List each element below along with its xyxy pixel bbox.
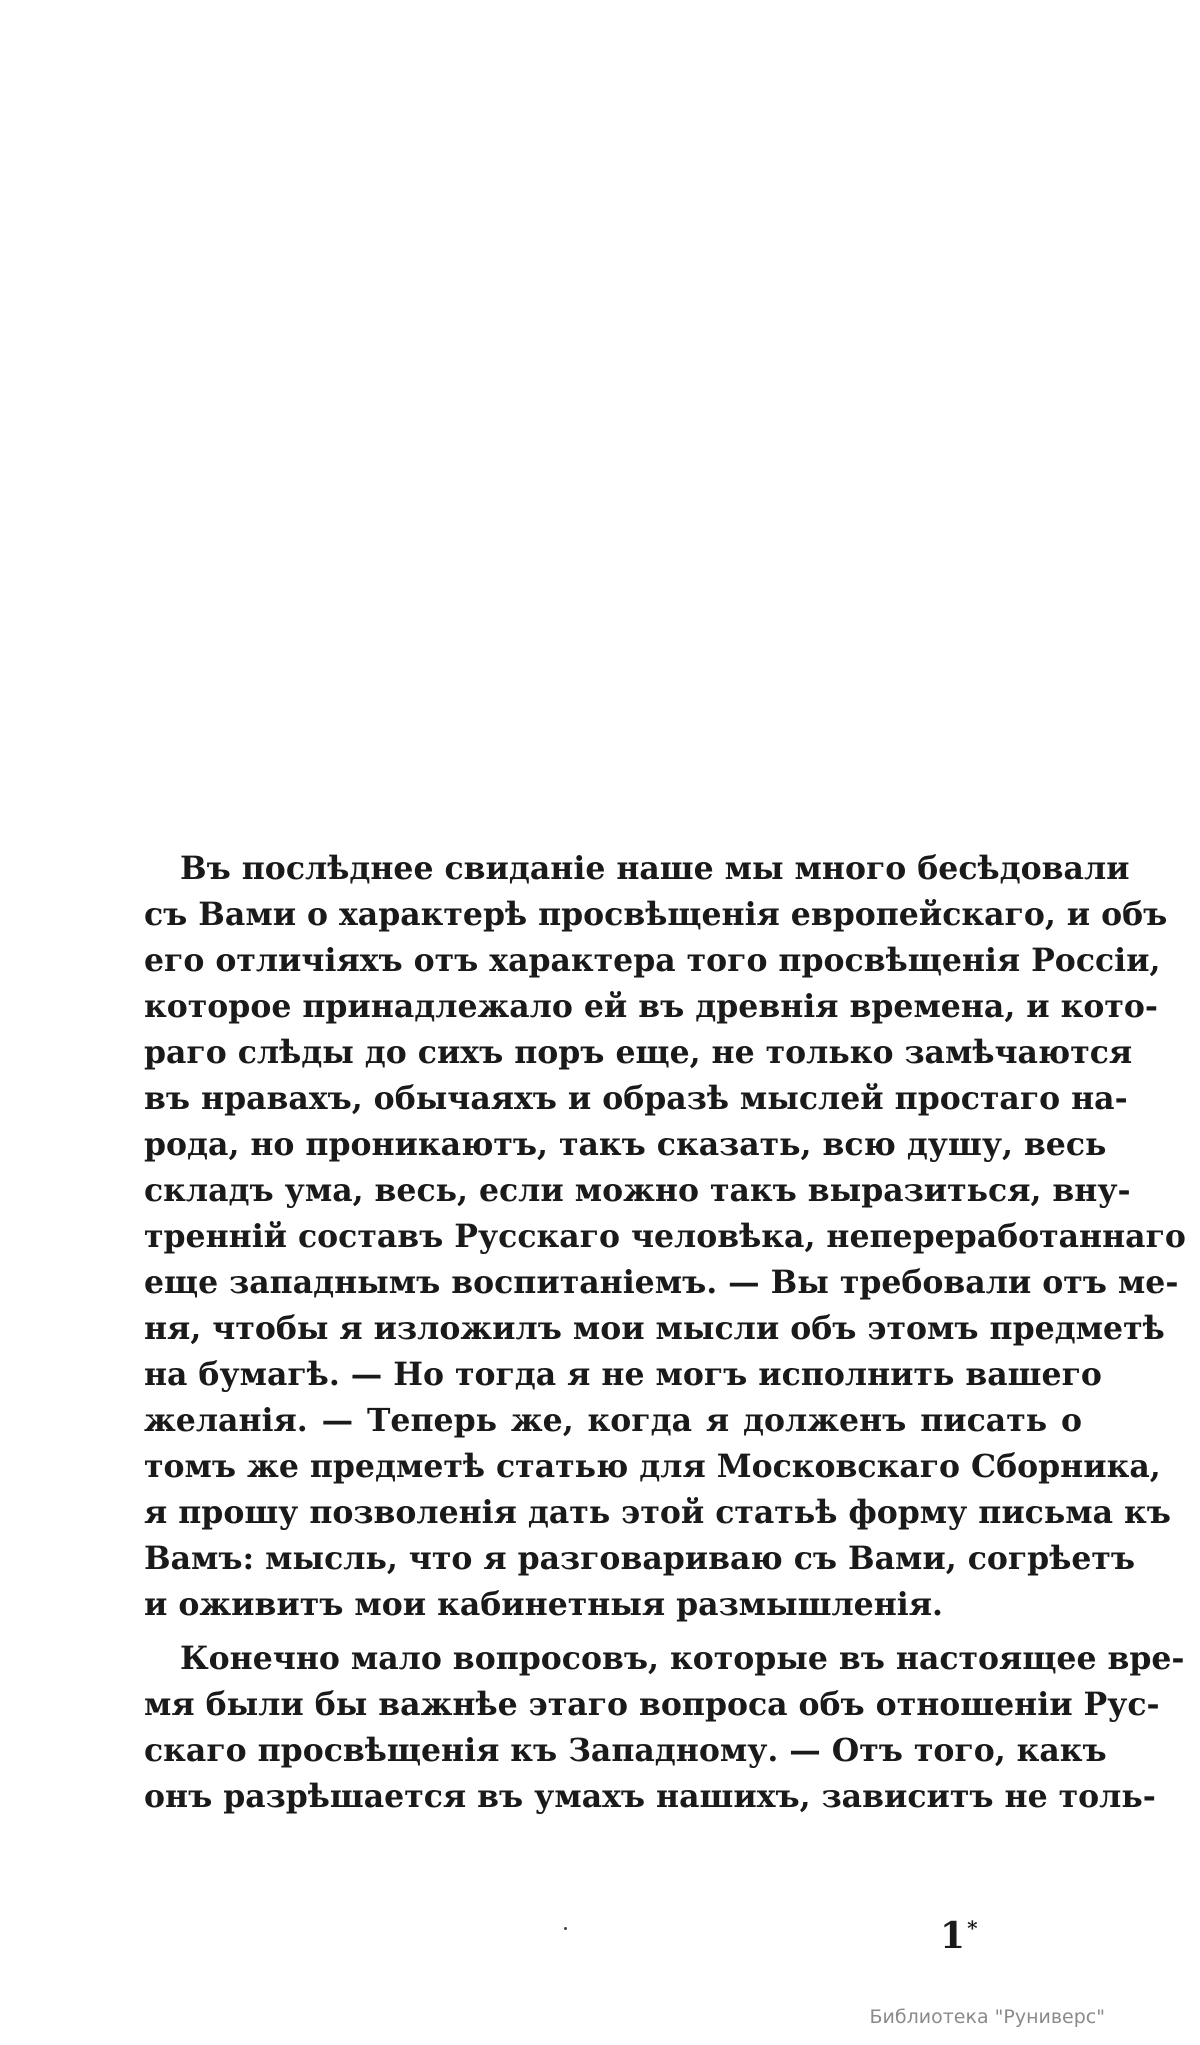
text-line: я прошу позволенія дать этой статьѣ форму письма къ [144,1494,1171,1531]
body-text [144,846,1186,1820]
text-line: которое принадлежало ей въ древнія времена, и кото- [144,988,1158,1025]
text-line: съ Вами о характерѣ просвѣщенія европейскаго, и объ [144,896,1168,933]
print-speck [564,1927,567,1930]
text-line: скаго просвѣщенія къ Западному. — Отъ того, какъ [144,1732,1107,1769]
text-line: Конечно мало вопросовъ, которые въ настоящее вре- [180,1640,1185,1677]
page-number-value: 1 [940,1915,966,1957]
text-line: раго слѣды до сихъ поръ еще, не только замѣчаются [144,1034,1133,1071]
text-line: на бумагѣ. — Но тогда я не могъ исполнить вашего [144,1356,1102,1393]
text-line: онъ разрѣшается въ умахъ нашихъ, зависитъ не толь- [144,1778,1156,1815]
library-watermark: Библиотека "Руниверс" [869,2006,1105,2028]
text-line: Въ послѣднее свиданіе наше мы много бесѣдовали [180,850,1130,887]
text-line: еще западнымъ воспитаніемъ. — Вы требовали отъ ме- [144,1264,1179,1301]
signature-mark: * [967,1916,978,1940]
text-line: рода, но проникаютъ, такъ сказать, всю душу, весь [144,1126,1107,1163]
paragraph-gap [144,1628,1082,1636]
text-line: и оживитъ мои кабинетныя размышленія. [144,1586,943,1623]
text-line: желанія. — Теперь же, когда я долженъ писать о [144,1402,1082,1439]
page-number [940,1908,978,1956]
text-line: въ нравахъ, обычаяхъ и образѣ мыслей простаго на- [144,1080,1128,1117]
text-line: его отличіяхъ отъ характера того просвѣщенія Россіи, [144,942,1161,979]
text-line: складъ ума, весь, если можно такъ выразиться, вну- [144,1172,1131,1209]
text-line: мя были бы важнѣе этаго вопроса объ отношеніи Рус- [144,1686,1160,1723]
text-line: ня, чтобы я изложилъ мои мысли объ этомъ предметѣ [144,1310,1165,1347]
text-line: томъ же предметѣ статью для Московскаго Сборника, [144,1448,1161,1485]
text-line: Вамъ: мысль, что я разговариваю съ Вами, согрѣетъ [144,1540,1136,1577]
text-line: тренній составъ Русскаго человѣка, непереработаннаго [144,1218,1186,1255]
